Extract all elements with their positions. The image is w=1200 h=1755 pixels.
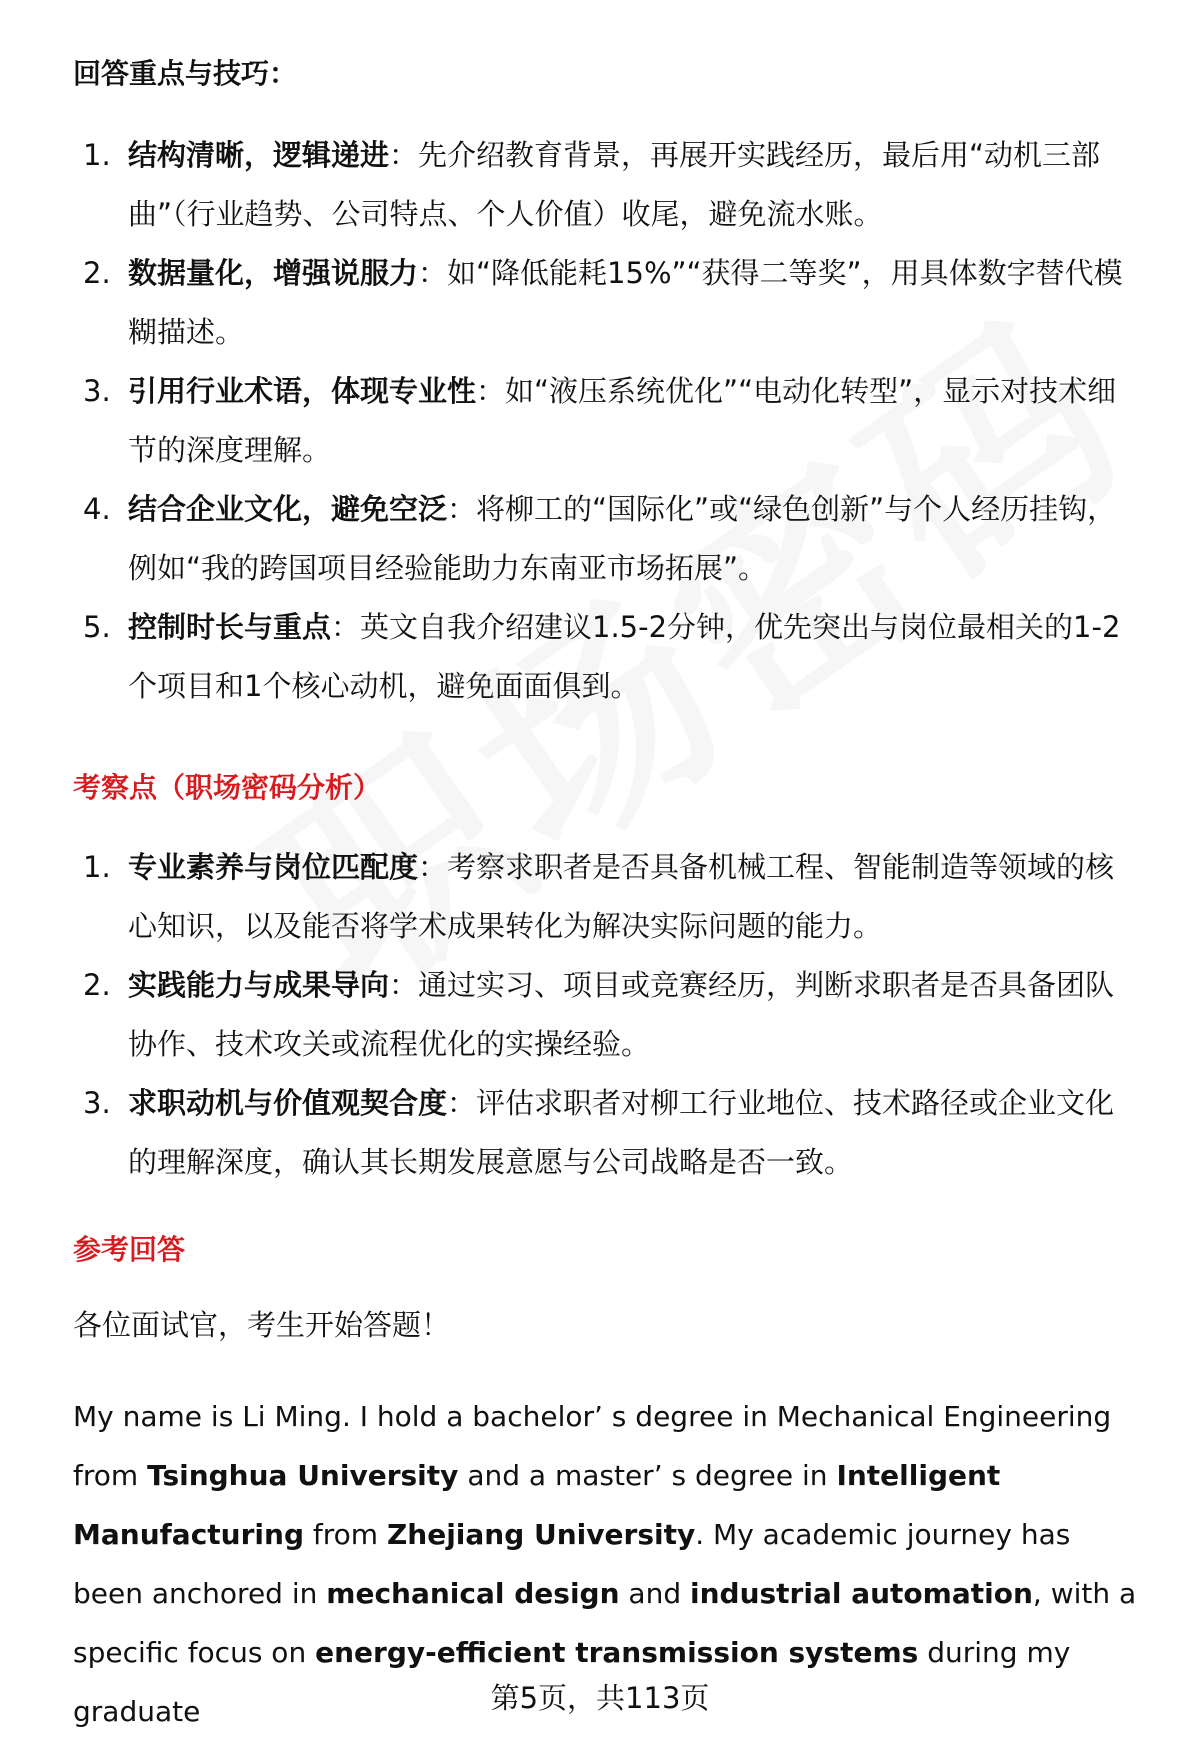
list-item: 1. 专业素养与岗位匹配度：考察求职者是否具备机械工程、智能制造等领域的核心知识，以及能否将学术成果转化为解决实际问题的能力。 [83,850,1115,943]
page-number-footer: 第5页，共113页 [490,1681,710,1715]
list-item: 2. 数据量化，增强说服力：如“降低能耗15%”“获得二等奖”，用具体数字替代模糊描述。 [83,256,1123,349]
list-item: 1. 结构清晰，逻辑递进：先介绍教育背景，再展开实践经历，最后用“动机三部曲”（行业趋势、公司特点、个人价值）收尾，避免流水账。 [83,138,1101,231]
list-item: 3. 求职动机与价值观契合度：评估求职者对柳工行业地位、技术路径或企业文化的理解深度，确认其长期发展意愿与公司战略是否一致。 [83,1086,1115,1179]
list-item: 4. 结合企业文化，避免空泛：将柳工的“国际化”或“绿色创新”与个人经历挂钩，例如“我的跨国项目经验能助力东南亚市场拓展”。 [83,492,1117,585]
analysis-list [73,838,1143,1192]
answer-english-paragraph: My name is Li Ming. I hold a bachelor’ s degree in Mechanical Engineering from Tsinghua University and a master’ s degree in Intelligent Manufacturing from Zhejiang University. My academic journey has been anchored in mechanical design and industrial automation, with a specific focus on energy-efficient transmission systems during my graduate [73,1400,1137,1728]
section-title-analysis: 考察点（职场密码分析） [73,771,382,804]
tips-list [73,126,1143,716]
section-title-reference-answer: 参考回答 [73,1233,186,1266]
list-item: 3. 引用行业术语，体现专业性：如“液压系统优化”“电动化转型”，显示对技术细节的深度理解。 [83,374,1117,467]
list-item: 2. 实践能力与成果导向：通过实习、项目或竞赛经历，判断求职者是否具备团队协作、技术攻关或流程优化的实操经验。 [83,968,1115,1061]
section-title-tips: 回答重点与技巧： [73,57,298,90]
answer-intro: 各位面试官，考生开始答题！ [73,1308,451,1342]
list-item: 5. 控制时长与重点：英文自我介绍建议1.5-2分钟，优先突出与岗位最相关的1-2个项目和1个核心动机，避免面面俱到。 [83,610,1121,703]
